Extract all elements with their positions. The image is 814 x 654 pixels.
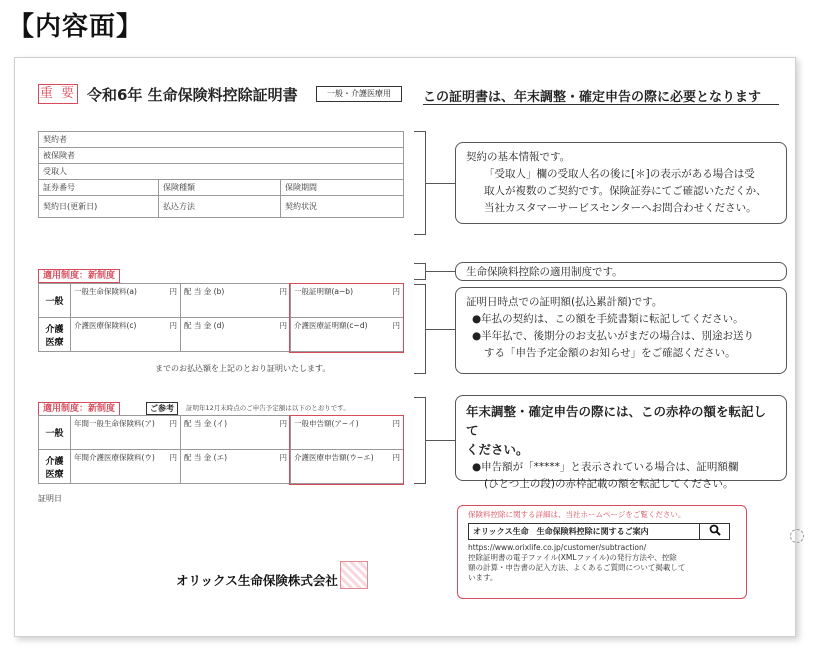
- certification-statement: までのお払込額を上記のとおり証明いたします。: [155, 364, 331, 373]
- table-row: [39, 284, 404, 318]
- info-desc-line: 控除証明書の電子ファイル(XMLファイル)の発行方法や、控除: [468, 553, 677, 562]
- callout-certified-amount: [455, 287, 787, 374]
- bracket-declaration: [414, 397, 426, 484]
- callout-basic-info: [455, 142, 787, 224]
- yen-unit: 円: [169, 287, 177, 296]
- banner-underline: [423, 104, 779, 105]
- info-heading: 保険料控除に関する詳細は、当社ホームページをご覧ください。: [468, 510, 686, 519]
- applied-system-tag-2: 適用制度：新制度: [38, 402, 120, 416]
- callout-text: (ひとつ上の段)の赤枠記載の額を転記してください。: [484, 478, 734, 490]
- yen-unit: 円: [169, 453, 177, 462]
- general-declaration-label: 一般申告額(ア−イ): [294, 419, 359, 428]
- row-label-care: 介護医療: [39, 318, 71, 352]
- yen-unit: 円: [279, 321, 287, 330]
- search-bar[interactable]: [468, 523, 730, 540]
- bracket-certified: [414, 284, 426, 374]
- certified-amount-table: [38, 283, 404, 352]
- table-row: [39, 164, 404, 180]
- yen-unit: 円: [279, 419, 287, 428]
- table-row: [39, 318, 404, 352]
- info-description: [468, 553, 736, 583]
- annual-general-premium-label: 年間一般生命保険料(ア): [74, 419, 155, 428]
- circle-marker-icon: [790, 529, 804, 543]
- callout-text: 「受取人」欄の受取人名の後に[＊]の表示がある場合は受: [484, 168, 755, 180]
- info-desc-line: います。: [468, 573, 498, 582]
- row-label-general: 一般: [39, 416, 71, 450]
- general-premium-label: 一般生命保険料(a): [74, 287, 137, 296]
- table-row: [39, 416, 404, 450]
- callout-text: 年末調整・確定申告の際には、この赤枠の額を転記して: [466, 404, 767, 438]
- care-declaration-label: 介護医療申告額(ウ−エ): [294, 453, 374, 462]
- beneficiary-label: 受取人: [39, 164, 404, 180]
- dividend-label: 配 当 金 (エ): [184, 453, 228, 462]
- payment-method-label: 払込方法: [159, 196, 281, 218]
- declaration-amount-table: [38, 415, 404, 484]
- general-certified-label: 一般証明額(a−b): [294, 287, 353, 296]
- connector-line: [426, 329, 455, 330]
- callout-text: ください。: [466, 442, 529, 457]
- yen-unit: 円: [392, 419, 400, 428]
- callout-text: ●年払の契約は、この額を手続書類に転記してください。: [472, 313, 744, 325]
- callout-text: 証明日時点での証明額(払込累計額)です。: [466, 296, 663, 308]
- dividend-label: 配 当 金 (d): [184, 321, 225, 330]
- applied-system-tag: 適用制度：新制度: [38, 269, 120, 283]
- certification-date-label: 証明日: [38, 494, 62, 503]
- yen-unit: 円: [279, 287, 287, 296]
- contract-holder-label: 契約者: [39, 132, 404, 148]
- table-row: [39, 148, 404, 164]
- important-badge: 重 要: [38, 84, 78, 104]
- table-row: [39, 450, 404, 484]
- annual-care-premium-label: 年間介護医療保険料(ウ): [74, 453, 155, 462]
- company-name: オリックス生命保険株式会社: [176, 573, 338, 588]
- reference-tag: ご参考: [146, 402, 178, 415]
- policy-number-label: 証券番号: [39, 180, 159, 196]
- callout-text: する「申告予定金額のお知らせ」をご確認ください。: [484, 347, 736, 359]
- table-row: [39, 196, 404, 218]
- callout-year-end: [455, 395, 787, 490]
- dividend-label: 配 当 金 (b): [184, 287, 225, 296]
- insurance-period-label: 保険期間: [281, 180, 404, 196]
- callout-text: 当社カスタマーサービスセンターへお問合わせください。: [484, 202, 757, 214]
- row-label-general: 一般: [39, 284, 71, 318]
- certificate-title: 令和6年 生命保険料控除証明書: [87, 86, 298, 104]
- search-icon[interactable]: [699, 524, 729, 539]
- insurance-type-label: 保険種類: [159, 180, 281, 196]
- callout-text: ●半年払で、後期分のお支払いがまだの場合は、別途お送り: [472, 330, 754, 342]
- yen-unit: 円: [279, 453, 287, 462]
- connector-line: [426, 183, 455, 184]
- info-url: https://www.orixlife.co.jp/customer/subtraction/: [468, 543, 647, 552]
- yen-unit: 円: [392, 287, 400, 296]
- contract-date-label: 契約日(更新日): [39, 196, 159, 218]
- callout-text: 取人が複数のご契約です。保険証券にてご確認いただくか、: [484, 185, 767, 197]
- company-seal: [340, 561, 368, 589]
- yen-unit: 円: [392, 453, 400, 462]
- yen-unit: 円: [392, 321, 400, 330]
- row-label-care: 介護医療: [39, 450, 71, 484]
- care-certified-label: 介護医療証明額(c−d): [294, 321, 368, 330]
- bracket-contract: [414, 131, 426, 235]
- homepage-info-box: [457, 505, 747, 599]
- contract-status-label: 契約状況: [281, 196, 404, 218]
- required-banner: この証明書は、年末調整・確定申告の際に必要となります: [423, 90, 762, 105]
- table-row: [39, 180, 404, 196]
- yen-unit: 円: [169, 419, 177, 428]
- contract-info-table: [38, 131, 404, 218]
- yen-unit: 円: [169, 321, 177, 330]
- info-desc-line: 額の計算・申告書の記入方法、よくあるご質問について掲載して: [468, 563, 686, 572]
- insured-label: 被保険者: [39, 148, 404, 164]
- table-row: [39, 132, 404, 148]
- callout-text: 契約の基本情報です。: [466, 151, 571, 163]
- reference-note: 証明年12月末時点のご申告予定額は以下のとおりです。: [186, 404, 350, 412]
- callout-text: ●申告額が「*****」と表示されている場合は、証明額欄: [472, 461, 739, 473]
- certificate-type-tag: 一般・介護医療用: [316, 86, 402, 102]
- search-input[interactable]: オリックス生命 生命保険料控除に関するご案内: [473, 527, 649, 536]
- callout-applied-system: 生命保険料控除の適用制度です。: [455, 262, 787, 281]
- connector-line: [426, 271, 455, 272]
- dividend-label: 配 当 金 (イ): [184, 419, 228, 428]
- connector-line: [426, 440, 455, 441]
- bracket-system: [414, 263, 426, 280]
- care-premium-label: 介護医療保険料(c): [74, 321, 137, 330]
- page-heading: 【内容面】: [8, 12, 144, 42]
